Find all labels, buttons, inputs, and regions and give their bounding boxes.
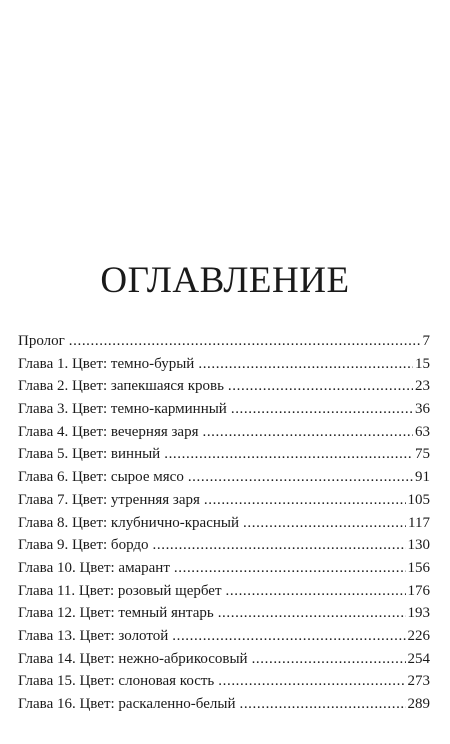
toc-entry-chapter-10 bbox=[18, 557, 430, 580]
toc-entry-chapter-2 bbox=[18, 375, 430, 398]
toc-entry-page: 36 bbox=[415, 401, 430, 418]
toc-entry-label: Пролог bbox=[18, 333, 65, 349]
toc-entry-page: 193 bbox=[407, 605, 430, 622]
toc-entry-page: 91 bbox=[415, 469, 430, 486]
toc-entry-label: Глава 3. Цвет: темно-карминный bbox=[18, 401, 227, 418]
toc-entry-page: 273 bbox=[407, 673, 430, 690]
toc-entry-label: Глава 4. Цвет: вечерняя заря bbox=[18, 423, 199, 440]
page-title: ОГЛАВЛЕНИЕ bbox=[100, 260, 350, 301]
dot-leader bbox=[218, 602, 406, 625]
dot-leader bbox=[174, 557, 406, 580]
toc-entry-label: Глава 11. Цвет: розовый щербет bbox=[18, 582, 222, 599]
toc-entry-chapter-16 bbox=[18, 693, 430, 716]
toc-entry-chapter-11 bbox=[18, 580, 430, 603]
toc-entry-page: 254 bbox=[407, 650, 430, 667]
dot-leader bbox=[202, 421, 413, 444]
toc-entry-page: 176 bbox=[407, 582, 430, 599]
toc-entry-page: 75 bbox=[415, 446, 430, 463]
dot-leader bbox=[69, 330, 421, 353]
toc-entry-page: 117 bbox=[408, 514, 430, 531]
toc-entry-chapter-3 bbox=[18, 398, 430, 421]
toc-entry-label: Глава 2. Цвет: запекшаяся кровь bbox=[18, 378, 224, 395]
toc-entry-label: Глава 9. Цвет: бордо bbox=[18, 537, 149, 554]
toc-entry-label: Глава 8. Цвет: клубнично-красный bbox=[18, 514, 240, 531]
dot-leader bbox=[218, 670, 405, 693]
toc-entry-chapter-12 bbox=[18, 602, 430, 625]
toc-entry-label: Глава 7. Цвет: утренняя заря bbox=[18, 491, 200, 508]
toc-entry-label: Глава 6. Цвет: сырое мясо bbox=[18, 469, 184, 486]
toc-entry-page: 7 bbox=[422, 333, 430, 349]
toc-entry-label: Глава 12. Цвет: темный янтарь bbox=[18, 605, 214, 622]
toc-entry-prologue bbox=[18, 330, 430, 353]
toc-entry-page: 15 bbox=[415, 355, 430, 372]
toc-entry-chapter-8 bbox=[18, 512, 430, 535]
dot-leader bbox=[198, 353, 413, 376]
table-of-contents bbox=[18, 330, 430, 716]
toc-entry-chapter-4 bbox=[18, 421, 430, 444]
dot-leader bbox=[252, 648, 406, 671]
toc-entry-page: 156 bbox=[407, 559, 430, 576]
dot-leader bbox=[226, 580, 406, 603]
toc-entry-label: Глава 13. Цвет: золотой bbox=[18, 627, 169, 644]
toc-entry-chapter-5 bbox=[18, 443, 430, 466]
dot-leader bbox=[239, 693, 405, 716]
toc-entry-label: Глава 1. Цвет: темно-бурый bbox=[18, 355, 195, 372]
toc-entry-page: 226 bbox=[407, 627, 430, 644]
toc-entry-page: 289 bbox=[407, 696, 430, 712]
toc-entry-chapter-15 bbox=[18, 670, 430, 693]
dot-leader bbox=[231, 398, 413, 421]
dot-leader bbox=[153, 534, 406, 557]
toc-entry-chapter-9 bbox=[18, 534, 430, 557]
toc-entry-label: Глава 10. Цвет: амарант bbox=[18, 559, 170, 576]
toc-entry-chapter-7 bbox=[18, 489, 430, 512]
toc-entry-chapter-14 bbox=[18, 648, 430, 671]
toc-entry-chapter-6 bbox=[18, 466, 430, 489]
toc-entry-label: Глава 16. Цвет: раскаленно-белый bbox=[18, 696, 236, 712]
dot-leader bbox=[204, 489, 406, 512]
dot-leader bbox=[164, 443, 413, 466]
dot-leader bbox=[172, 625, 405, 648]
dot-leader bbox=[243, 512, 406, 535]
toc-entry-label: Глава 5. Цвет: винный bbox=[18, 446, 161, 463]
dot-leader bbox=[188, 466, 413, 489]
toc-entry-page: 63 bbox=[415, 423, 430, 440]
toc-entry-page: 130 bbox=[407, 537, 430, 554]
dot-leader bbox=[228, 375, 413, 398]
toc-entry-chapter-1 bbox=[18, 353, 430, 376]
toc-entry-label: Глава 14. Цвет: нежно-абрикосовый bbox=[18, 650, 248, 667]
toc-entry-page: 23 bbox=[415, 378, 430, 395]
toc-entry-chapter-13 bbox=[18, 625, 430, 648]
toc-entry-page: 105 bbox=[407, 491, 430, 508]
toc-entry-label: Глава 15. Цвет: слоновая кость bbox=[18, 673, 215, 690]
